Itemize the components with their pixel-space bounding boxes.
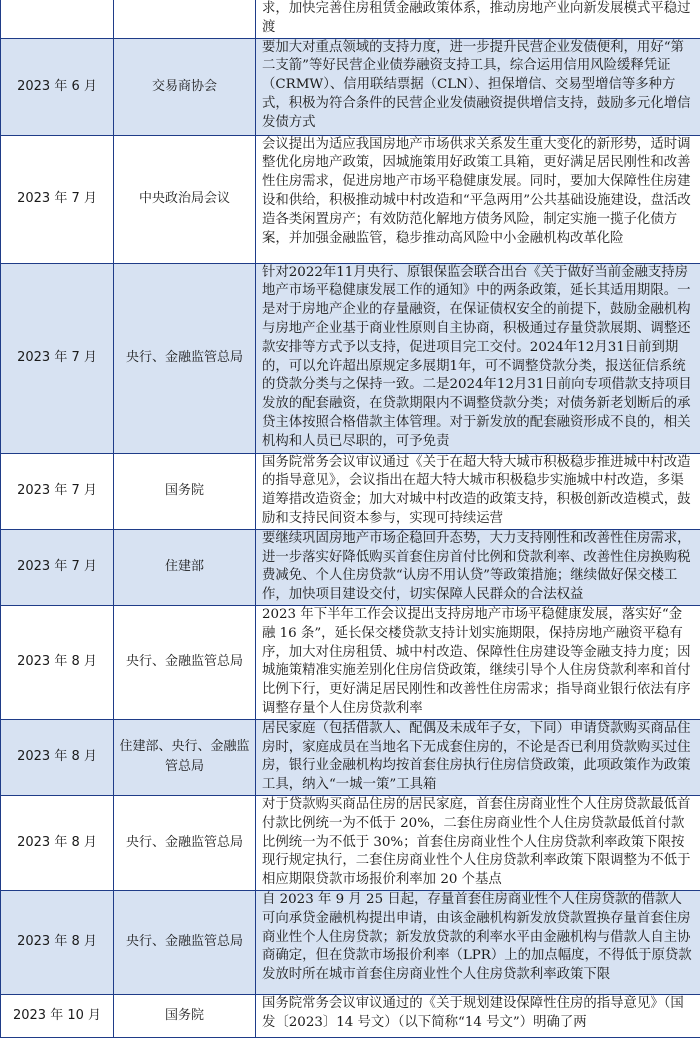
policy-content-cell bbox=[256, 890, 700, 994]
date-cell bbox=[1, 135, 114, 263]
org-cell bbox=[114, 719, 256, 795]
org-cell-text: 交易商协会 bbox=[152, 79, 217, 94]
org-cell-text: 央行、金融监管总局 bbox=[126, 350, 243, 365]
org-cell bbox=[114, 135, 256, 263]
date-cell-text: 2023 年 7 月 bbox=[17, 191, 97, 206]
org-cell-text: 住建部 bbox=[165, 559, 204, 574]
policy-content-cell-text: 求，加快完善住房租赁金融政策体系，推动房地产业向新发展模式平稳过渡 bbox=[262, 0, 692, 38]
policy-table-body bbox=[1, 0, 700, 1037]
date-cell-text: 2023 年 7 月 bbox=[17, 559, 97, 574]
date-cell-text: 2023 年 8 月 bbox=[17, 749, 97, 764]
date-cell bbox=[1, 994, 114, 1037]
policy-content-cell-text: 2023 年下半年工作会议提出支持房地产市场平稳健康发展，落实好“金融 16 条”，延长保交楼贷款支持计划实施期限，保持房地产融资平稳有序，加大对住房租赁、城中村改造、保障性住房建设等金融支持力度；因城施策精准实施差别化住房信贷政策，继续引导个人住房贷款利率和首付比例下行，更好满足居民刚性和改善性住房需求；指导商业银行依法有序调整存量个人住房贷款利率 bbox=[262, 606, 692, 719]
date-cell bbox=[1, 0, 114, 38]
date-cell bbox=[1, 263, 114, 453]
org-cell-text: 中央政治局会议 bbox=[139, 191, 230, 206]
date-cell-text: 2023 年 10 月 bbox=[13, 1008, 101, 1023]
policy-content-cell-text: 自 2023 年 9 月 25 日起，存量首套住房商业性个人住房贷款的借款人可向承贷金融机构提出申请，由该金融机构新发放贷款置换存量首套住房商业性个人住房贷款；新发放贷款的利率水平由金融机构与借款人自主协商确定，但在贷款市场报价利率（LPR）上的加点幅度，不得低于原贷款发放时所在城市首套住房商业性个人住房贷款利率政策下限 bbox=[262, 891, 692, 985]
policy-content-cell bbox=[256, 0, 700, 38]
org-cell bbox=[114, 890, 256, 994]
policy-content-cell-text: 对于贷款购买商品住房的居民家庭，首套住房商业性个人住房贷款最低首付款比例统一为不低于 20%，二套住房商业性个人住房贷款最低首付款比例统一为不低于 30%；首套住房商业性个人住房贷款利率政策下限按现行规定执行，二套住房商业性个人住房贷款利率政策下限调整为不低于相应期限贷款市场报价利率加 20 个基点 bbox=[262, 796, 692, 890]
org-cell-text: 国务院 bbox=[165, 483, 204, 498]
org-cell bbox=[114, 529, 256, 605]
org-cell-text: 央行、金融监管总局 bbox=[126, 835, 243, 850]
policy-content-cell bbox=[256, 135, 700, 263]
date-cell-text: 2023 年 8 月 bbox=[17, 654, 97, 669]
table-row bbox=[1, 529, 700, 605]
policy-content-cell bbox=[256, 263, 700, 453]
table-row bbox=[1, 795, 700, 890]
table-row bbox=[1, 0, 700, 38]
policy-content-cell bbox=[256, 529, 700, 605]
date-cell-text: 2023 年 8 月 bbox=[17, 934, 97, 949]
table-row bbox=[1, 719, 700, 795]
table-row bbox=[1, 135, 700, 263]
policy-content-cell bbox=[256, 994, 700, 1037]
date-cell bbox=[1, 605, 114, 719]
date-cell-text: 2023 年 6 月 bbox=[17, 79, 97, 94]
table-row bbox=[1, 890, 700, 994]
org-cell bbox=[114, 263, 256, 453]
org-cell bbox=[114, 605, 256, 719]
table-row bbox=[1, 453, 700, 529]
policy-content-cell-text: 居民家庭（包括借款人、配偶及未成年子女，下同）申请贷款购买商品住房时，家庭成员在当地名下无成套住房的，不论是否已利用贷款购买过住房，银行业金融机构均按首套住房执行住房信贷政策，此项政策作为政策工具，纳入“一城一策”工具箱 bbox=[262, 720, 692, 795]
policy-content-cell-text: 要继续巩固房地产市场企稳回升态势，大力支持刚性和改善性住房需求，进一步落实好降低购买首套住房首付比例和贷款利率、改善性住房换购税费减免、个人住房贷款“认房不用认贷”等政策措施；继续做好保交楼工作，加快项目建设交付，切实保障人民群众的合法权益 bbox=[262, 530, 692, 605]
org-cell-text: 央行、金融监管总局 bbox=[126, 654, 243, 669]
date-cell bbox=[1, 529, 114, 605]
table-row bbox=[1, 994, 700, 1037]
date-cell-text: 2023 年 7 月 bbox=[17, 483, 97, 498]
date-cell-text: 2023 年 8 月 bbox=[17, 835, 97, 850]
org-cell bbox=[114, 795, 256, 890]
policy-content-cell-text: 国务院常务会议审议通过的《关于规划建设保障性住房的指导意见》（国发〔2023〕14 号文）（以下简称“14 号文”）明确了两 bbox=[262, 995, 692, 1033]
policy-content-cell bbox=[256, 38, 700, 135]
org-cell bbox=[114, 453, 256, 529]
org-cell-text: 国务院 bbox=[165, 1008, 204, 1023]
date-cell bbox=[1, 795, 114, 890]
date-cell bbox=[1, 719, 114, 795]
date-cell bbox=[1, 890, 114, 994]
table-row bbox=[1, 38, 700, 135]
policy-content-cell-text: 国务院常务会议审议通过《关于在超大特大城市积极稳步推进城中村改造的指导意见》，会议指出在超大特大城市积极稳步实施城中村改造，多渠道筹措改造资金；加大对城中村改造的政策支持，积极创新改造模式，鼓励和支持民间资本参与，实现可持续运营 bbox=[262, 454, 692, 529]
date-cell-text: 2023 年 7 月 bbox=[17, 350, 97, 365]
policy-content-cell-text: 针对2022年11月央行、原银保监会联合出台《关于做好当前金融支持房地产市场平稳健康发展工作的通知》中的两条政策，延长其适用期限。一是对于房地产企业的存量融资，在保证债权安全的前提下，鼓励金融机构与房地产企业基于商业性原则自主协商，积极通过存量贷款展期、调整还款安排等方式予以支持，促进项目完工交付。2024年12月31日前到期的，可以允许超出原规定多展期1年，可不调整贷款分类，报送征信系统的贷款分类与之保持一致。二是2024年12月31日前向专项借款支持项目发放的配套融资，在贷款期限内不调整贷款分类；对债务新老划断后的承贷主体按照合格借款主体管理。对于新发放的配套融资形成不良的，相关机构和人员已尽职的，可予免责 bbox=[262, 264, 692, 452]
date-cell bbox=[1, 38, 114, 135]
org-cell bbox=[114, 38, 256, 135]
policy-content-cell bbox=[256, 795, 700, 890]
table-row bbox=[1, 263, 700, 453]
policy-content-cell bbox=[256, 453, 700, 529]
policy-content-cell bbox=[256, 605, 700, 719]
org-cell bbox=[114, 994, 256, 1037]
policy-content-cell bbox=[256, 719, 700, 795]
policy-content-cell-text: 要加大对重点领域的支持力度，进一步提升民营企业发债便利，用好“第二支箭”等好民营企业债券融资支持工具，综合运用信用风险缓释凭证（CRMW）、信用联结票据（CLN）、担保增信、交易型增信等多种方式，积极为符合条件的民营企业发债融资提供增信支持，鼓励多元化增信发债方式 bbox=[262, 39, 692, 133]
org-cell-text: 住建部、央行、金融监管总局 bbox=[119, 739, 249, 774]
date-cell bbox=[1, 453, 114, 529]
org-cell-text: 央行、金融监管总局 bbox=[126, 934, 243, 949]
org-cell bbox=[114, 0, 256, 38]
table-row bbox=[1, 605, 700, 719]
policy-content-cell-text: 会议提出为适应我国房地产市场供求关系发生重大变化的新形势，适时调整优化房地产政策，因城施策用好政策工具箱，更好满足居民刚性和改善性住房需求，促进房地产市场平稳健康发展。同时，要加大保障性住房建设和供给，积极推动城中村改造和“平急两用”公共基础设施建设，盘活改造各类闲置房产；有效防范化解地方债务风险，制定实施一揽子化债方案，并加强金融监管，稳步推动高风险中小金融机构改革化险 bbox=[262, 136, 692, 249]
